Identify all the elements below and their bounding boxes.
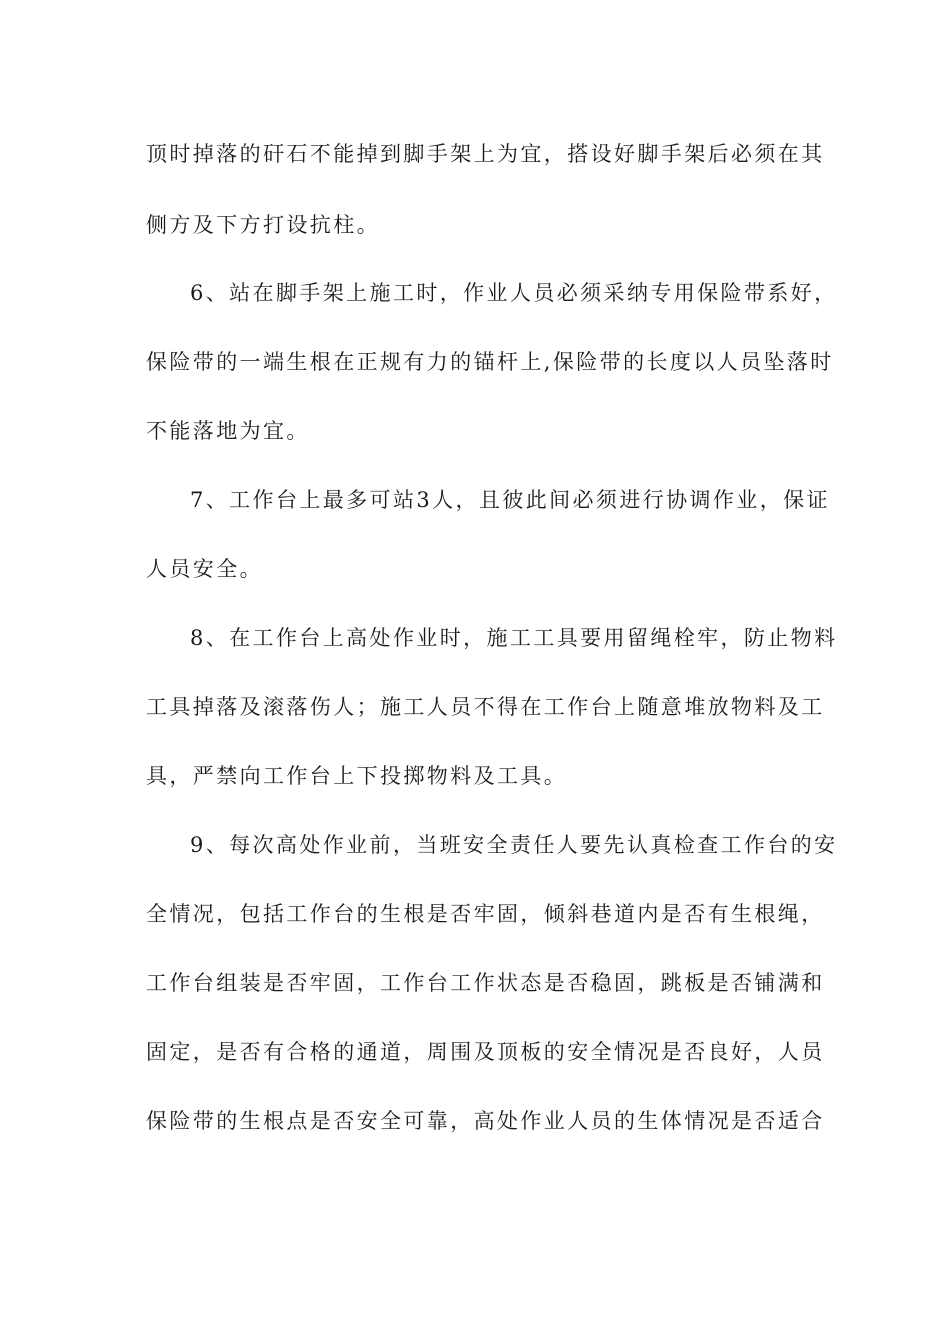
text-line: 保险带的一端生根在正规有力的锚杆上,保险带的长度以人员坠落时 [146, 350, 834, 374]
text-line: 不能落地为宜。 [146, 419, 310, 443]
text-line: 顶时掉落的矸石不能掉到脚手架上为宜，搭设好脚手架后必须在其 [146, 142, 825, 166]
paragraph-7-start: 7、工作台上最多可站3人，且彼此间必须进行协调作业，保证 [190, 488, 830, 512]
text-line: 固定，是否有合格的通道，周围及顶板的安全情况是否良好，人员 [146, 1040, 825, 1064]
text-line: 具，严禁向工作台上下投掷物料及工具。 [146, 764, 568, 788]
text-line: 工具掉落及滚落伤人；施工人员不得在工作台上随意堆放物料及工 [146, 695, 825, 719]
text-line: 人员安全。 [146, 557, 263, 581]
text-line: 工作台组装是否牢固，工作台工作状态是否稳固，跳板是否铺满和 [146, 971, 825, 995]
text-line: 保险带的生根点是否安全可靠，高处作业人员的生体情况是否适合 [146, 1109, 825, 1133]
paragraph-8-start: 8、在工作台上高处作业时，施工工具要用留绳栓牢，防止物料 [190, 626, 838, 650]
paragraph-6-start: 6、站在脚手架上施工时，作业人员必须采纳专用保险带系好， [190, 281, 838, 305]
text-line: 全情况，包括工作台的生根是否牢固，倾斜巷道内是否有生根绳， [146, 902, 825, 926]
text-line: 侧方及下方打设抗柱。 [146, 213, 380, 237]
paragraph-9-start: 9、每次高处作业前，当班安全责任人要先认真检查工作台的安 [190, 833, 838, 857]
